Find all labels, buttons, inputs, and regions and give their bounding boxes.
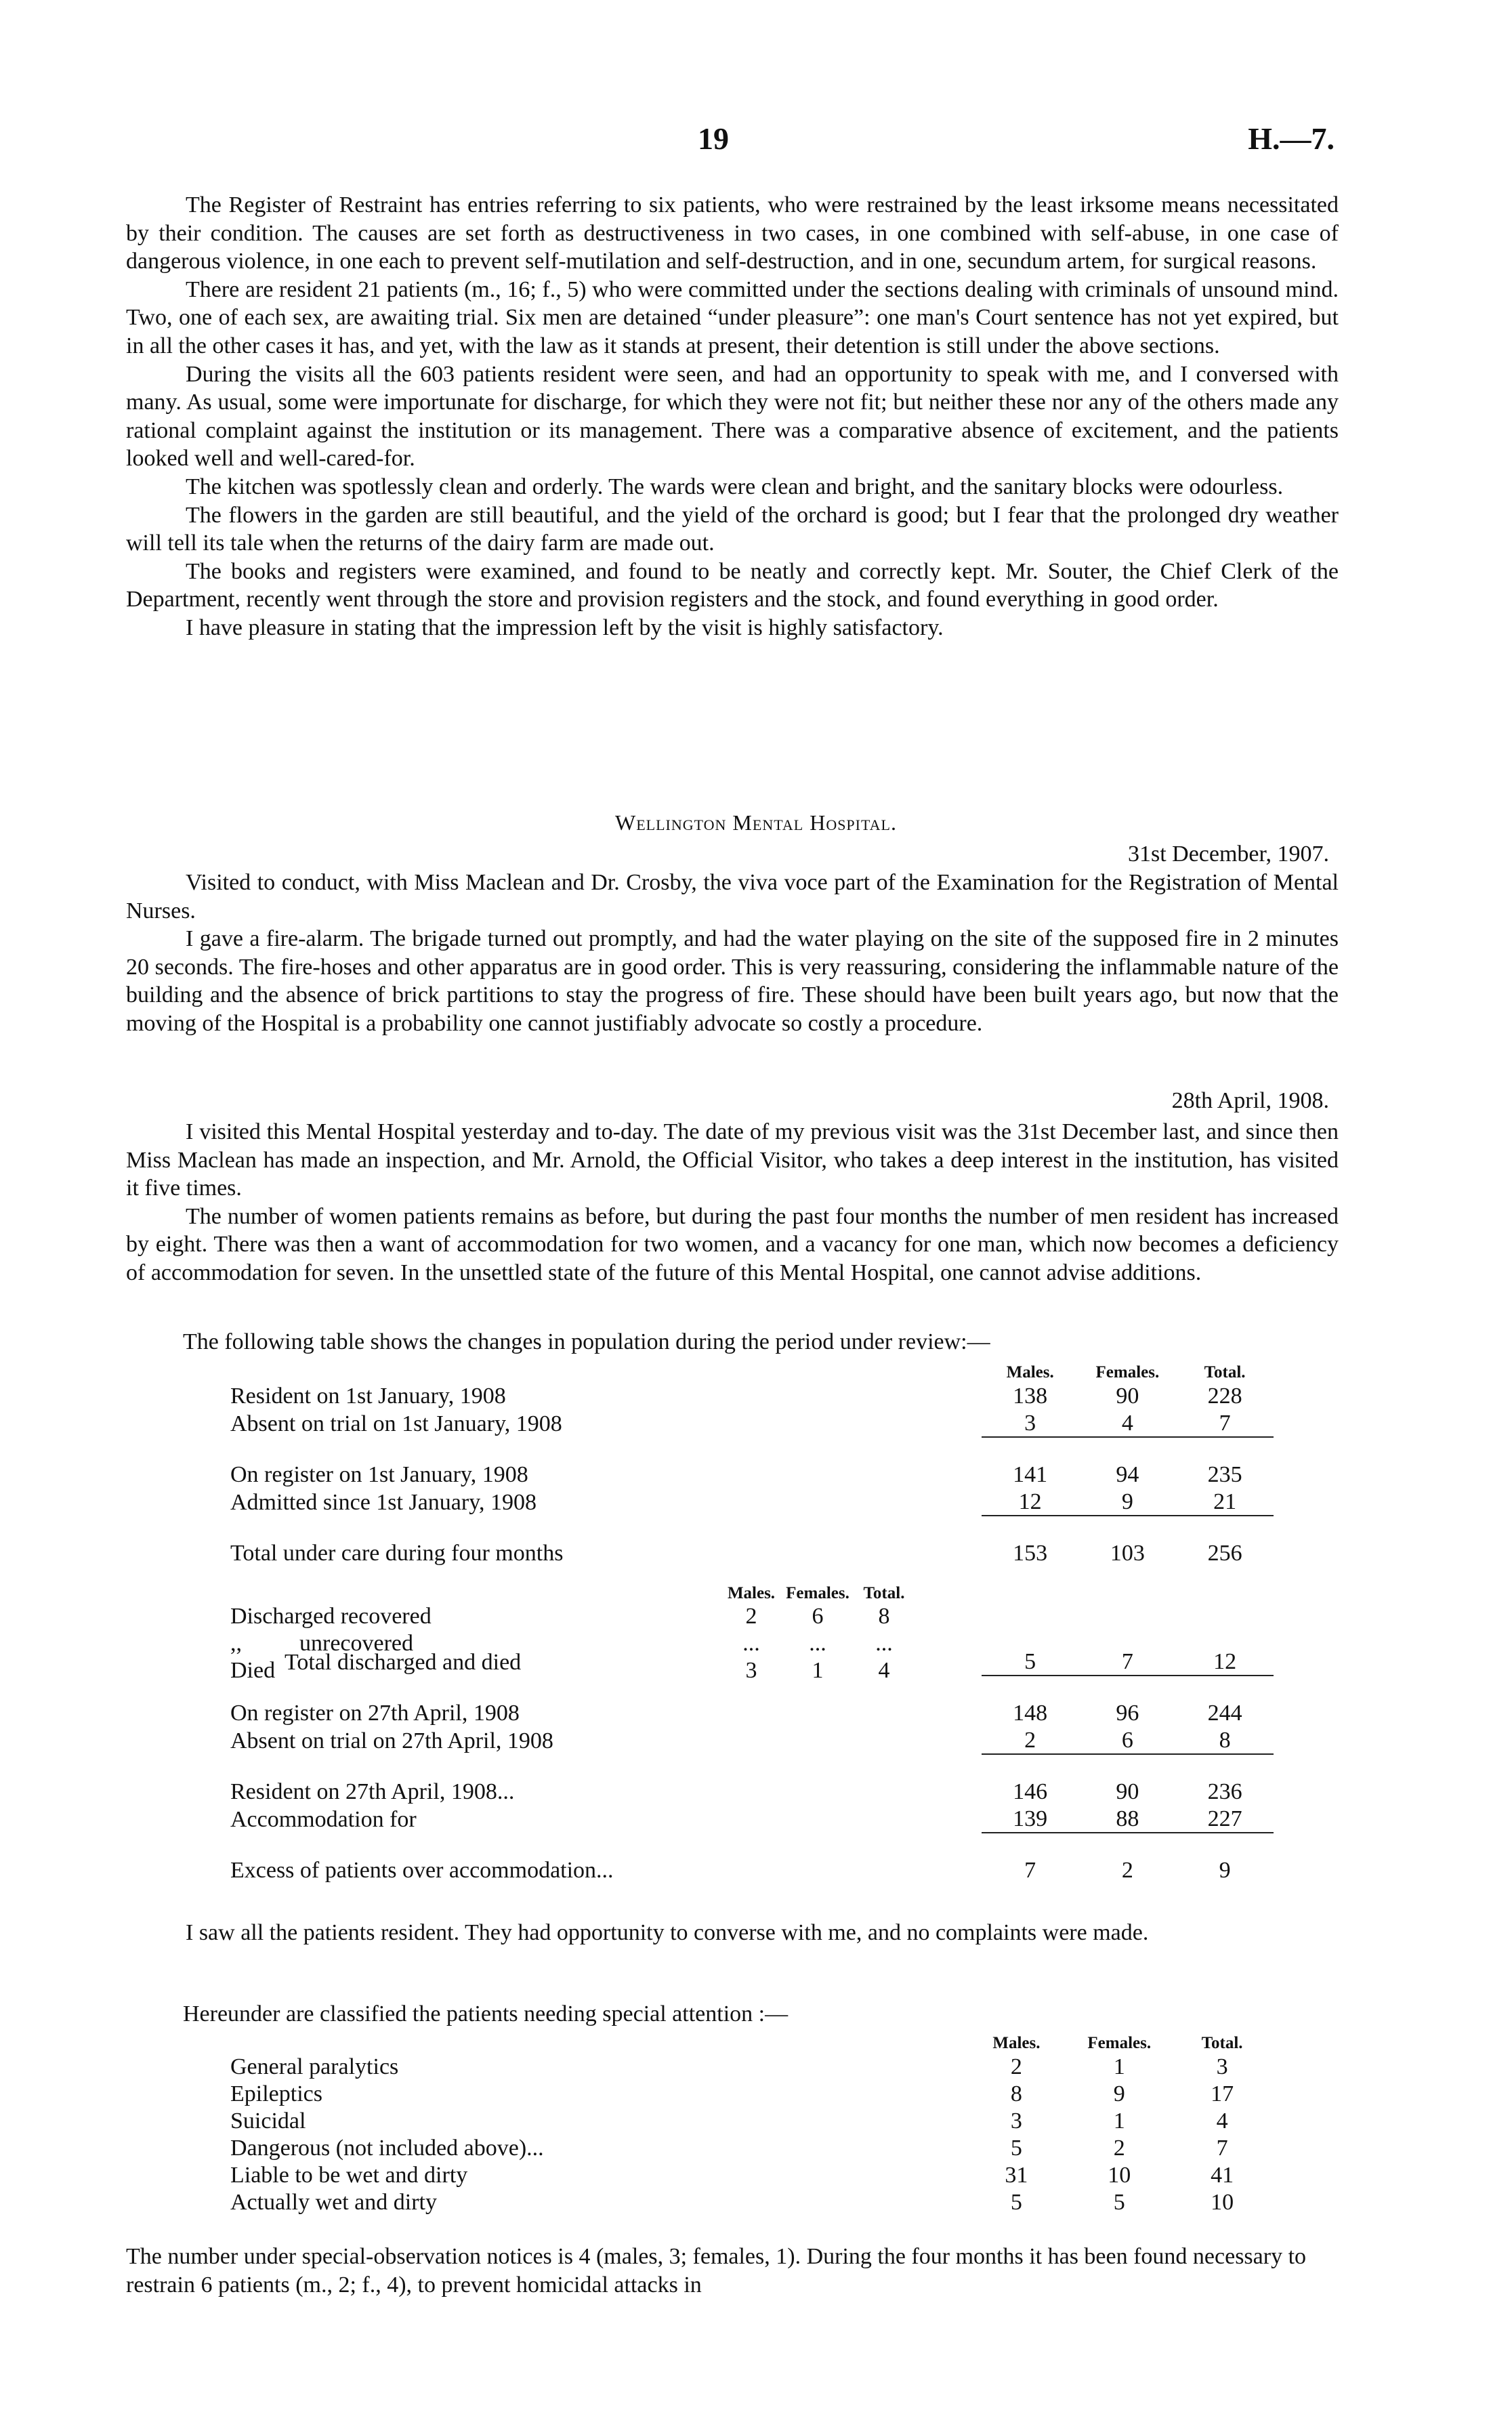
- table-row: Suicidal 3 1 4: [230, 2108, 1228, 2134]
- table-row: 3 1 4: [745, 1658, 890, 1683]
- page-number: 19: [698, 121, 729, 156]
- col-header: Males.: [1006, 1363, 1054, 1381]
- table-row: Actually wet and dirty 5 5 10: [230, 2190, 1234, 2215]
- section-wellington-1908: [126, 1118, 1339, 1287]
- table-row: Absent on trial on 27th April, 1908 2 6 8: [230, 1728, 1231, 1753]
- table-row: On register on 27th April, 1908 148 96 244: [230, 1701, 1242, 1726]
- paragraph: I visited this Mental Hospital yesterday and to-day. The date of my previous visit was the 31st December last, and since then Miss Maclean has made an inspection, and Mr. Arnold, the Official Visitor, who takes a deep interest in the institution, has visited it five times.: [126, 1119, 1339, 1201]
- paragraph: The books and registers were examined, and found to be neatly and correctly kept. Mr. Souter, the Chief Clerk of the Department, recently went through the store and provision registers and the stock, and found everything in good order.: [126, 558, 1339, 612]
- table-row: Liable to be wet and dirty 31 10 41: [230, 2163, 1234, 2188]
- visit-date-1: 31st December, 1907.: [1127, 841, 1329, 867]
- section-wellington-1907: [126, 869, 1339, 1038]
- paragraph: The flowers in the garden are still beautiful, and the yield of the orchard is good; but I fear that the prolonged dry weather will tell its tale when the returns of the dairy farm are made out.: [126, 502, 1339, 556]
- table-row: Epileptics 8 9 17: [230, 2081, 1234, 2106]
- paragraph: There are resident 21 patients (m., 16; f., 5) who were committed under the sections dealing with criminals of unsound mind. Two, one of each sex, are awaiting trial. Six men are detained “under pleasure”: one man's Court sentence has not yet expired, but in all the other cases it has, and yet, with the law as it stands at present, their detention is still under the above sections.: [126, 276, 1339, 358]
- table-row: Absent on trial on 1st January, 1908 3 4 7: [230, 1411, 1231, 1436]
- table-row: Admitted since 1st January, 1908 12 9 21: [230, 1489, 1237, 1515]
- discharges-subtable: Males. Females. Total. 2 6 8 ... ... ... 3 1 4: [718, 1584, 917, 1684]
- table-row: Excess of patients over accommodation... 7 2 9: [230, 1858, 1231, 1883]
- paragraph: I gave a fire-alarm. The brigade turned out promptly, and had the water playing on the site of the supposed fire in 2 minutes 20 seconds. The fire-hoses and other apparatus are in good order. This is very reassuring, considering the inflammable nature of the building and the absence of brick partitions to stay the progress of fire. These should have been built years ago, but now that the moving of the Hospital is a probability one cannot justifiably advocate so costly a procedure.: [126, 926, 1339, 1036]
- section-restraint-report: [126, 191, 1339, 642]
- table-row: ... ... ...: [742, 1631, 893, 1656]
- visit-date-2: 28th April, 1908.: [1171, 1088, 1329, 1113]
- attention-intro: Hereunder are classified the patients needing special attention :—: [183, 2001, 789, 2026]
- paragraph: The kitchen was spotlessly clean and orderly. The wards were clean and bright, and the sanitary blocks were odourless.: [186, 474, 1284, 499]
- table-row: Dangerous (not included above)... 5 2 7: [230, 2136, 1228, 2161]
- paragraph: I have pleasure in stating that the impression left by the visit is highly satisfactory.: [186, 615, 944, 640]
- document-reference: H.—7.: [1248, 121, 1335, 156]
- section-heading: Wellington Mental Hospital.: [614, 810, 897, 835]
- table-row: Resident on 1st January, 1908 138 90 228: [230, 1384, 1242, 1409]
- table-row: On register on 1st January, 1908 141 94 235: [230, 1462, 1242, 1487]
- table-row: Total under care during four months 153 103 256: [230, 1541, 1242, 1566]
- attention-table: Males. Females. Total. General paralytics 2 1 3 Epileptics 8 9 17 Suicidal 3 1 4 Dangerous (not included above)... 5 2 7 Liable to be wet and dirty 31 10 41 Actually wet and dirty 5 5 10: [230, 2033, 1274, 2216]
- closing-text: The number under special-observation notices is 4 (males, 3; females, 1). During the four months it has been found necessary to restrain 6 patients (m., 2; f., 4), to prevent homicidal attacks in: [126, 2244, 1307, 2297]
- table-row: Total discharged and died 5 7 12: [285, 1649, 1237, 1675]
- table-row: General paralytics 2 1 3: [230, 2054, 1228, 2079]
- paragraph: Visited to conduct, with Miss Maclean and Dr. Crosby, the viva voce part of the Examination for the Registration of Mental Nurses.: [126, 870, 1339, 923]
- paragraph: During the visits all the 603 patients resident were seen, and had an opportunity to speak with me, and I conversed with many. As usual, some were importunate for discharge, for which they were not fit; but neither these nor any of the others made any rational complaint against the institution or its management. There was a comparative absence of excitement, and the patients looked well and well-cared-for.: [126, 361, 1339, 472]
- paragraph: The number of women patients remains as before, but during the past four months the number of men resident has increased by eight. There was then a want of accommodation for two women, and a vacancy for one man, which now becomes a deficiency of accommodation for seven. In the unsettled state of the future of this Mental Hospital, one cannot advise additions.: [126, 1203, 1339, 1285]
- table-row: 2 6 8: [745, 1604, 890, 1629]
- after-table-text: I saw all the patients resident. They had opportunity to converse with me, and no complaints were made.: [186, 1920, 1149, 1945]
- col-header: Total.: [1204, 1363, 1246, 1381]
- table-row: Accommodation for 139 88 227: [230, 1806, 1242, 1832]
- paragraph: The Register of Restraint has entries referring to six patients, who were restrained by the least irksome means necessitated by their condition. The causes are set forth as destructiveness in two cases, in one combined with self-abuse, in one case of dangerous violence, in one each to prevent self-mutilation and self-destruction, and in one, secundum artem, for surgical reasons.: [126, 192, 1339, 274]
- discharge-labels: Discharged recovered ,, unrecovered Died: [230, 1604, 432, 1683]
- table-intro: The following table shows the changes in population during the period under review:—: [183, 1329, 990, 1354]
- col-header: Females.: [1095, 1363, 1160, 1381]
- table-row: Resident on 27th April, 1908... 146 90 236: [230, 1779, 1242, 1804]
